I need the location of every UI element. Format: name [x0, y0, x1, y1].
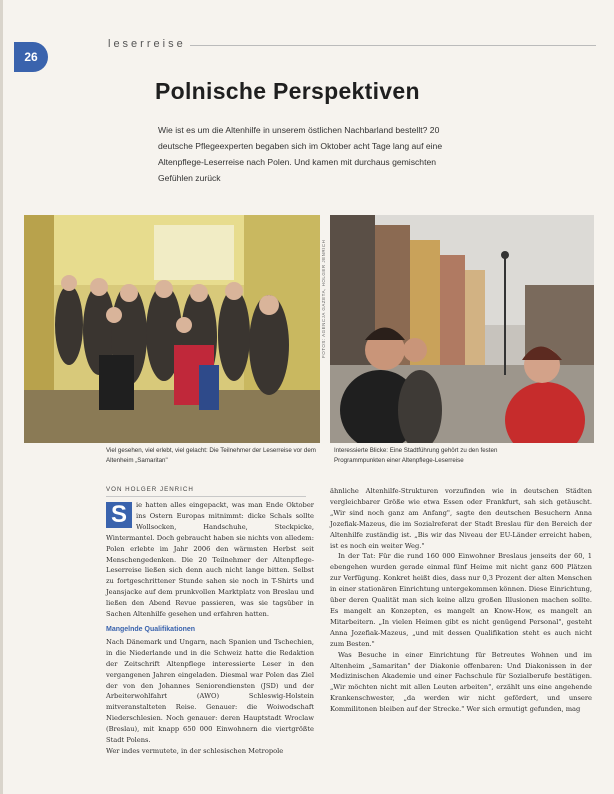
caption-street-photo: Interessierte Blicke: Eine Stadtführung gehört zu den festen Programmpunkten einer Altenpflege-Leserreise — [334, 447, 498, 464]
drop-cap: S — [106, 502, 132, 528]
byline: VON HOLGER JENRICH — [106, 486, 306, 497]
text-column-1 — [106, 500, 314, 757]
photo-street — [330, 215, 594, 443]
paragraph-2: Nach Dänemark und Ungarn, nach Spanien und Tschechien, in die Niederlande und in die Schweiz hatte die Redaktion der Zeitschrift Altenpflege interessierte Leser in den vergangenen Jahren eingeladen. Diesmal war Polen das Ziel der von den Johannes Seniorendiensten (JSD) und der Arbeiterwohlfahrt (AWO) Schleswig-Holstein mitveranstalteten Reise. Genauer: die Woiwodschaft Niederschlesien. Noch genauer: deren Hauptstadt Wroclaw (Breslau), mit knapp 650 000 Einwohnern die viertgrößte Stadt Polens. — [106, 637, 314, 745]
paragraph-intro — [106, 500, 314, 620]
street-photo-image — [330, 215, 594, 443]
paragraph-5: In der Tat: Für die rund 160 000 Einwohner Breslaus jenseits der 60, 1 ebengehen wurden gerade einmal fünf Heime mit nicht ganz 600 Plätzen zur Verfügung. Konkret heißt dies, dass nur 0,3 Prozent der alten Menschen in einer stationären Einrichtung untergekommen können. Diese Einrichtung, über deren Qualität man sich keine allzu großen Illusionen machen sollte. Es mangelt an Konzepten, es mangelt an Know-How, es mangelt an Mitarbeitern. „In vielen Heimen gibt es nicht genügend Personal", gesteht Anna Jozefiak-Mazeus, „und mit dessen Qualifikation steht es auch nicht zum Besten." — [330, 552, 592, 648]
photo-group — [24, 215, 320, 443]
text-column-2 — [330, 486, 592, 715]
page-fold-shadow — [0, 0, 3, 794]
header-rule — [190, 45, 596, 46]
subheading: Mangelnde Qualifikationen — [106, 625, 196, 633]
article-lead: Wie ist es um die Altenhilfe in unserem östlichen Nachbarland bestellt? 20 deutsche Pflegeexperten begaben sich im Oktober acht Tage lang auf eine Altenpflege-Leserreise nach Polen. Und kamen mit durchaus gemischten Gefühlen zurück — [158, 125, 443, 183]
group-photo-image — [24, 215, 320, 443]
paragraph-6: Was Besuche in einer Einrichtung für Betreutes Wohnen und im Altenheim „Samaritan" der Diakonie offenbaren: Und Diakonissen in der Medizinischen Akademie und einer Fachschule für Sozialberufe bestätigen. „Wir möchten nicht mit allen Leuten arbeiten", erzählt uns eine angehende Krankenschwester, „da werden wir nicht gefördert, und unsere Kommilitonen bleiben auf der Strecke." Wer sich ermutigt gefunden, mag — [330, 650, 592, 714]
section-label: leserreise — [108, 38, 186, 50]
paragraph-4: ähnliche Altenhilfe-Strukturen vorzufinden wie in deutschen Städten vergleichbarer Größe wie etwa Essen oder Frankfurt, sah sich getäuscht. „Wir sind noch ganz am Anfang", sagte den deutschen Besuchern Anna Jozefiak-Mazeus, die im Sozialreferat der Stadt Breslau für den Bereich der Altenhilfe zuständig ist. „Bis wir das Niveau der EU-Länder erreicht haben, ist es noch ein weiter Weg." — [330, 487, 592, 550]
page-number-tab: 26 — [14, 42, 48, 72]
article-title: Polnische Perspektiven — [155, 78, 420, 104]
caption-group-photo: Viel gesehen, viel erlebt, viel gelacht: Die Teilnehmer der Leserreise vor dem Altenheim „Samaritan" — [106, 447, 316, 464]
paragraph-3: Wer indes vermutete, in der schlesischen Metropole — [106, 746, 284, 755]
photo-credit: FOTOS: AGENCJA GAZETA, HOLGER JENRICH — [321, 239, 326, 358]
intro-text: ie hatten alles eingepackt, was man Ende Oktober ins Ostern Europas mitnimmt: dicke Schals sollte Wollsocken, Handschuhe, Steckpicke, Wintermantel. Doch gebraucht haben sie nichts von alledem: Polen erlebte im Jahr 2006 den wärmsten Herbst seit Menschengedenken. Die 20 Teilnehmer der Altenpflege-Leserreise ließen sich denn auch nicht lange bitten. Selbst zu fortgeschrittener Stunde sahen sie noch in T-Shirts und Jeansjacke auf dem prunkvollen Marktplatz von Breslau und ließen den Abend Revue passieren, was sie tagsüber in Sachen Altenhilfe gesehen und erfahren hatten. — [106, 501, 314, 619]
